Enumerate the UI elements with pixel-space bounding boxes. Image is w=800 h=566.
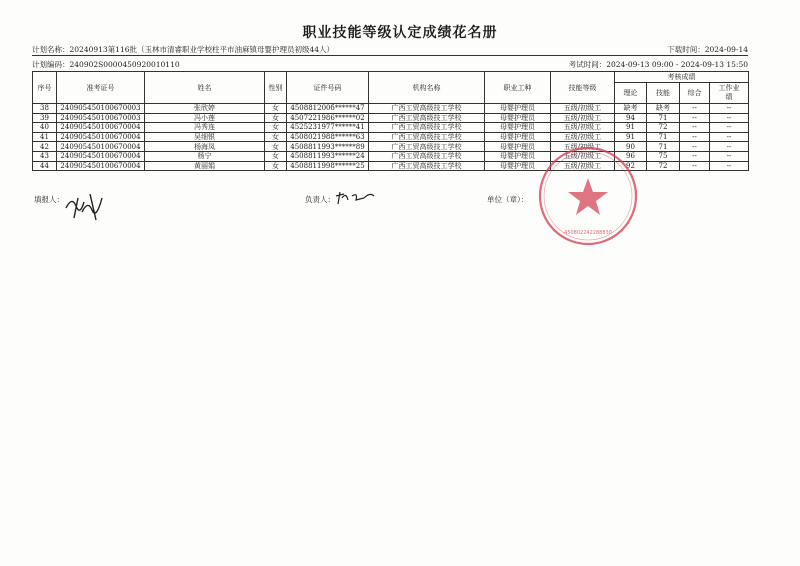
cell-comprehensive: -- [680, 132, 710, 142]
cell-seq: 43 [33, 151, 57, 161]
plan-code: 计划编码：240902S0000450920010110 [32, 60, 180, 69]
cell-id-number: 4508811998******25 [287, 161, 369, 171]
cell-theory: 94 [615, 113, 647, 123]
cell-seq: 42 [33, 142, 57, 152]
cell-ticket: 240905450100670004 [57, 161, 145, 171]
cell-skill: 72 [647, 161, 680, 171]
cell-skill: 71 [647, 132, 680, 142]
cell-level: 五级/初级工 [551, 123, 615, 133]
col-theory: 理论 [615, 83, 647, 104]
header-divider [32, 55, 748, 56]
cell-skill: 75 [647, 151, 680, 161]
cell-work-performance: -- [710, 161, 749, 171]
table-row [33, 132, 749, 142]
table-row [33, 151, 749, 161]
cell-id-number: 450881200б******47 [287, 104, 369, 114]
col-score-group: 考核成绩 [615, 72, 749, 83]
cell-gender: 女 [265, 132, 287, 142]
cell-id-number: 4525231977******41 [287, 123, 369, 133]
table-row [33, 104, 749, 114]
cell-gender: 女 [265, 123, 287, 133]
cell-seq: 41 [33, 132, 57, 142]
cell-comprehensive: -- [680, 142, 710, 152]
cell-name: 吴细银 [145, 132, 265, 142]
filler-signature [62, 188, 106, 224]
cell-ticket: 240905450100670004 [57, 123, 145, 133]
table-row [33, 113, 749, 123]
cell-skill: 缺考 [647, 104, 680, 114]
col-id-number: 证件号码 [287, 72, 369, 104]
cell-ticket: 240905450100670004 [57, 151, 145, 161]
cell-level: 五级/初级工 [551, 132, 615, 142]
cell-seq: 38 [33, 104, 57, 114]
cell-institution: 广西工贸高级技工学校 [369, 132, 485, 142]
cell-skill: 72 [647, 123, 680, 133]
cell-theory: 90 [615, 142, 647, 152]
cell-occupation: 母婴护理员 [485, 132, 551, 142]
col-seq: 序号 [33, 72, 57, 104]
cell-comprehensive: -- [680, 151, 710, 161]
unit-label: 单位（章）： [487, 195, 529, 204]
cell-seq: 39 [33, 113, 57, 123]
cell-comprehensive: -- [680, 113, 710, 123]
filler-label: 填报人： [34, 195, 64, 204]
cell-ticket: 240905450100670003 [57, 104, 145, 114]
cell-work-performance: -- [710, 123, 749, 133]
cell-gender: 女 [265, 104, 287, 114]
cell-seq: 40 [33, 123, 57, 133]
cell-name: 冯小莲 [145, 113, 265, 123]
cell-level: 五级/初级工 [551, 104, 615, 114]
cell-institution: 广西工贸高级技工学校 [369, 142, 485, 152]
col-work-performance: 工作业绩 [710, 83, 749, 104]
cell-theory: 91 [615, 132, 647, 142]
cell-comprehensive: -- [680, 123, 710, 133]
cell-level: 五级/初级工 [551, 113, 615, 123]
cell-ticket: 240905450100670003 [57, 113, 145, 123]
col-skill: 技能 [647, 83, 680, 104]
cell-id-number: 4508811993******89 [287, 142, 369, 152]
cell-theory: 91 [615, 123, 647, 133]
cell-comprehensive: -- [680, 161, 710, 171]
cell-level: 五级/初级工 [551, 151, 615, 161]
cell-institution: 广西工贸高级技工学校 [369, 161, 485, 171]
cell-occupation: 母婴护理员 [485, 142, 551, 152]
cell-gender: 女 [265, 113, 287, 123]
responsible-label: 负责人： [305, 195, 335, 204]
cell-occupation: 母婴护理员 [485, 161, 551, 171]
official-stamp-seal [536, 144, 640, 248]
cell-work-performance: -- [710, 151, 749, 161]
cell-occupation: 母婴护理员 [485, 151, 551, 161]
cell-work-performance: -- [710, 142, 749, 152]
col-ticket: 准考证号 [57, 72, 145, 104]
plan-name: 计划名称：20240913第116批（玉林市清睿职业学校柱平市油麻镇母婴护理员初级44人） [32, 45, 335, 54]
cell-gender: 女 [265, 161, 287, 171]
cell-skill: 71 [647, 142, 680, 152]
col-comprehensive: 综合 [680, 83, 710, 104]
exam-time: 考试时间：2024-09-13 09:00 - 2024-09-13 15:50 [568, 60, 748, 69]
cell-id-number: 4507221986******02 [287, 113, 369, 123]
col-institution: 机构名称 [369, 72, 485, 104]
cell-gender: 女 [265, 142, 287, 152]
cell-work-performance: -- [710, 132, 749, 142]
cell-work-performance: -- [710, 113, 749, 123]
cell-ticket: 240905450100670004 [57, 142, 145, 152]
page-title: 职业技能等级认定成绩花名册 [302, 25, 498, 41]
score-table [32, 71, 749, 171]
cell-skill: 71 [647, 113, 680, 123]
cell-theory: 96 [615, 151, 647, 161]
cell-occupation: 母婴护理员 [485, 113, 551, 123]
cell-level: 五级/初级工 [551, 142, 615, 152]
cell-comprehensive: -- [680, 104, 710, 114]
cell-ticket: 240905450100670004 [57, 132, 145, 142]
cell-institution: 广西工贸高级技工学校 [369, 113, 485, 123]
cell-name: 杨海凤 [145, 142, 265, 152]
col-gender: 性别 [265, 72, 287, 104]
responsible-signature [332, 188, 376, 208]
cell-occupation: 母婴护理员 [485, 104, 551, 114]
cell-level: 五级/初级工 [551, 161, 615, 171]
cell-name: 杨宁 [145, 151, 265, 161]
cell-theory: 缺考 [615, 104, 647, 114]
table-row [33, 123, 749, 133]
col-occupation: 职业工种 [485, 72, 551, 104]
cell-id-number: 4508021988******63 [287, 132, 369, 142]
cell-theory: 92 [615, 161, 647, 171]
cell-institution: 广西工贸高级技工学校 [369, 151, 485, 161]
cell-occupation: 母婴护理员 [485, 123, 551, 133]
cell-work-performance: -- [710, 104, 749, 114]
cell-name: 黄丽娟 [145, 161, 265, 171]
table-row [33, 161, 749, 171]
cell-id-number: 4508811993******24 [287, 151, 369, 161]
cell-name: 冯秀连 [145, 123, 265, 133]
download-time: 下载时间：2024-09-14 [667, 45, 748, 54]
cell-seq: 44 [33, 161, 57, 171]
cell-name: 张欣婷 [145, 104, 265, 114]
stamp-number: 450802242288830 [564, 230, 612, 236]
col-level: 技能等级 [551, 72, 615, 104]
cell-institution: 广西工贸高级技工学校 [369, 123, 485, 133]
cell-gender: 女 [265, 151, 287, 161]
cell-institution: 广西工贸高级技工学校 [369, 104, 485, 114]
table-row [33, 142, 749, 152]
col-name: 姓名 [145, 72, 265, 104]
